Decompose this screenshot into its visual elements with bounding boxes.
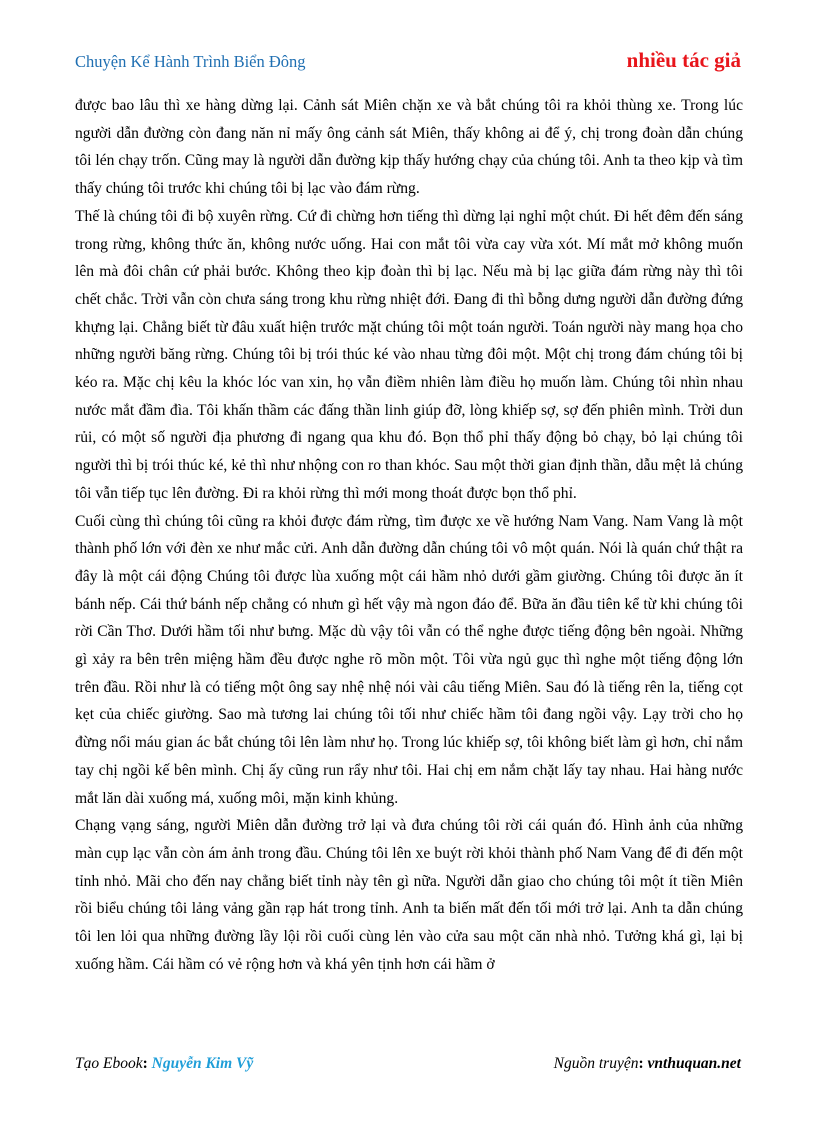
book-author: nhiều tác giả — [626, 48, 741, 72]
book-title: Chuyện Kể Hành Trình Biển Đông — [75, 52, 306, 71]
source-site: vnthuquan.net — [647, 1055, 741, 1072]
page-header — [75, 48, 741, 78]
ebook-label: Tạo Ebook — [75, 1055, 143, 1072]
source-label: Nguồn truyện — [553, 1055, 639, 1072]
paragraph: Cuối cùng thì chúng tôi cũng ra khỏi được đám rừng, tìm được xe về hướng Nam Vang. Nam Vang là một thành phố lớn với đèn xe như mắc cửi. Anh dẫn đường dẫn chúng tôi vô một quán. Nói là quán chứ thật ra đây là một cái động Chúng tôi được lùa xuống một cái hầm nhỏ dưới gầm giường. Chúng tôi được ăn ít bánh nếp. Cái thứ bánh nếp chẳng có nhưn gì hết vậy mà ngon đáo để. Bữa ăn đầu tiên kể từ khi chúng tôi rời Cần Thơ. Dưới hầm tối như bưng. Mặc dù vậy tôi vẫn có thể nghe được tiếng động bên ngoài. Những gì xảy ra bên trên miệng hầm đều được nghe rõ mồn một. Tôi vừa ngủ gục thì nghe một tiếng động lớn trên đầu. Rồi như là có tiếng một ông say nhệ nhệ nói vài câu tiếng Miên. Sau đó là tiếng rên la, tiếng cọt kẹt của chiếc giường. Sao mà tương lai chúng tôi tối như chiếc hầm tôi đang ngồi vậy. Lạy trời cho họ đừng nổi máu gian ác bắt chúng tôi lên làm như họ. Trong lúc khiếp sợ, tôi không biết làm gì hơn, chỉ nắm tay chị ngồi kế bên mình. Chị ấy cũng run rẩy như tôi. Hai chị em nắm chặt lấy tay nhau. Hai hàng nước mắt lăn dài xuống má, xuống môi, mặn kinh khủng. — [75, 512, 743, 807]
paragraph: được bao lâu thì xe hàng dừng lại. Cảnh sát Miên chặn xe và bắt chúng tôi ra khỏi thùng xe. Trong lúc người dẫn đường còn đang năn nỉ mấy ông cảnh sát Miên, thấy không ai để ý, chị trong đoàn dẫn chúng tôi lén chạy trốn. Cũng may là người dẫn đường kịp thấy hướng chạy của chúng tôi. Anh ta theo kịp và tìm thấy chúng tôi trước khi chúng tôi bị lạc vào đám rừng. — [75, 97, 743, 198]
paragraph: Thế là chúng tôi đi bộ xuyên rừng. Cứ đi chừng hơn tiếng thì dừng lại nghỉ một chút. Đi hết đêm đến sáng trong rừng, không thức ăn, không nước uống. Hai con mắt tôi vừa cay vừa xót. Mí mắt mở không muốn lên mà đôi chân cứ phải bước. Không theo kịp đoàn thì bị lạc. Nếu mà bị lạc giữa đám rừng này thì tôi chết chắc. Trời vẫn còn chưa sáng trong khu rừng nhiệt đới. Đang đi thì bỗng dưng người dẫn đường đứng khựng lại. Chẳng biết từ đâu xuất hiện trước mặt chúng tôi một toán người. Toán người này mang họa cho những người băng rừng. Chúng tôi bị trói thúc ké vào nhau từng đôi một. Một chị trong đám chúng tôi bị kéo ra. Mặc chị kêu la khóc lóc van xin, họ vẫn điềm nhiên làm điều họ muốn làm. Chúng tôi nhìn nhau nước mắt đầm đìa. Tôi khấn thầm các đấng thần linh giúp đỡ, lòng khiếp sợ, sợ đến phiên mình. Trời dun rủi, có một số người địa phương đi ngang qua khu đó. Bọn thổ phỉ thấy động bỏ chạy, bỏ lại chúng tôi người thì bị trói thúc ké, kẻ thì như nhộng con ro than khóc. Sau một thời gian định thần, dẫu mệt lả chúng tôi vẫn tiếp tục lên đường. Đi ra khỏi rừng thì mới mong thoát được bọn thổ phỉ. — [75, 207, 743, 502]
source-credit: Nguồn truyện: vnthuquan.net — [553, 1055, 741, 1072]
ebook-credit: Tạo Ebook: Nguyễn Kim Vỹ — [75, 1055, 254, 1072]
page-footer — [75, 1055, 741, 1079]
paragraph: Chạng vạng sáng, người Miên dẫn đường trở lại và đưa chúng tôi rời cái quán đó. Hình ảnh của những màn cụp lạc vẫn còn ám ảnh trong đầu. Chúng tôi lên xe buýt rời khỏi thành phố Nam Vang để đi đến một tỉnh nhỏ. Mãi cho đến nay chẳng biết tỉnh này tên gì nữa. Người dẫn giao cho chúng tôi một ít tiền Miên rồi biểu chúng tôi lảng vảng gần rạp hát trong tỉnh. Anh ta biến mất đến tối mới trở lại. Anh ta dẫn chúng tôi len lỏi qua những đường lầy lội rồi cuối cùng lẻn vào cửa sau một căn nhà nhỏ. Tưởng khá gì, lại bị xuống hầm. Cái hầm có vẻ rộng hơn và khá yên tịnh hơn cái hầm ở — [75, 817, 743, 973]
page-body — [75, 92, 743, 979]
ebook-author: Nguyễn Kim Vỹ — [151, 1055, 254, 1072]
